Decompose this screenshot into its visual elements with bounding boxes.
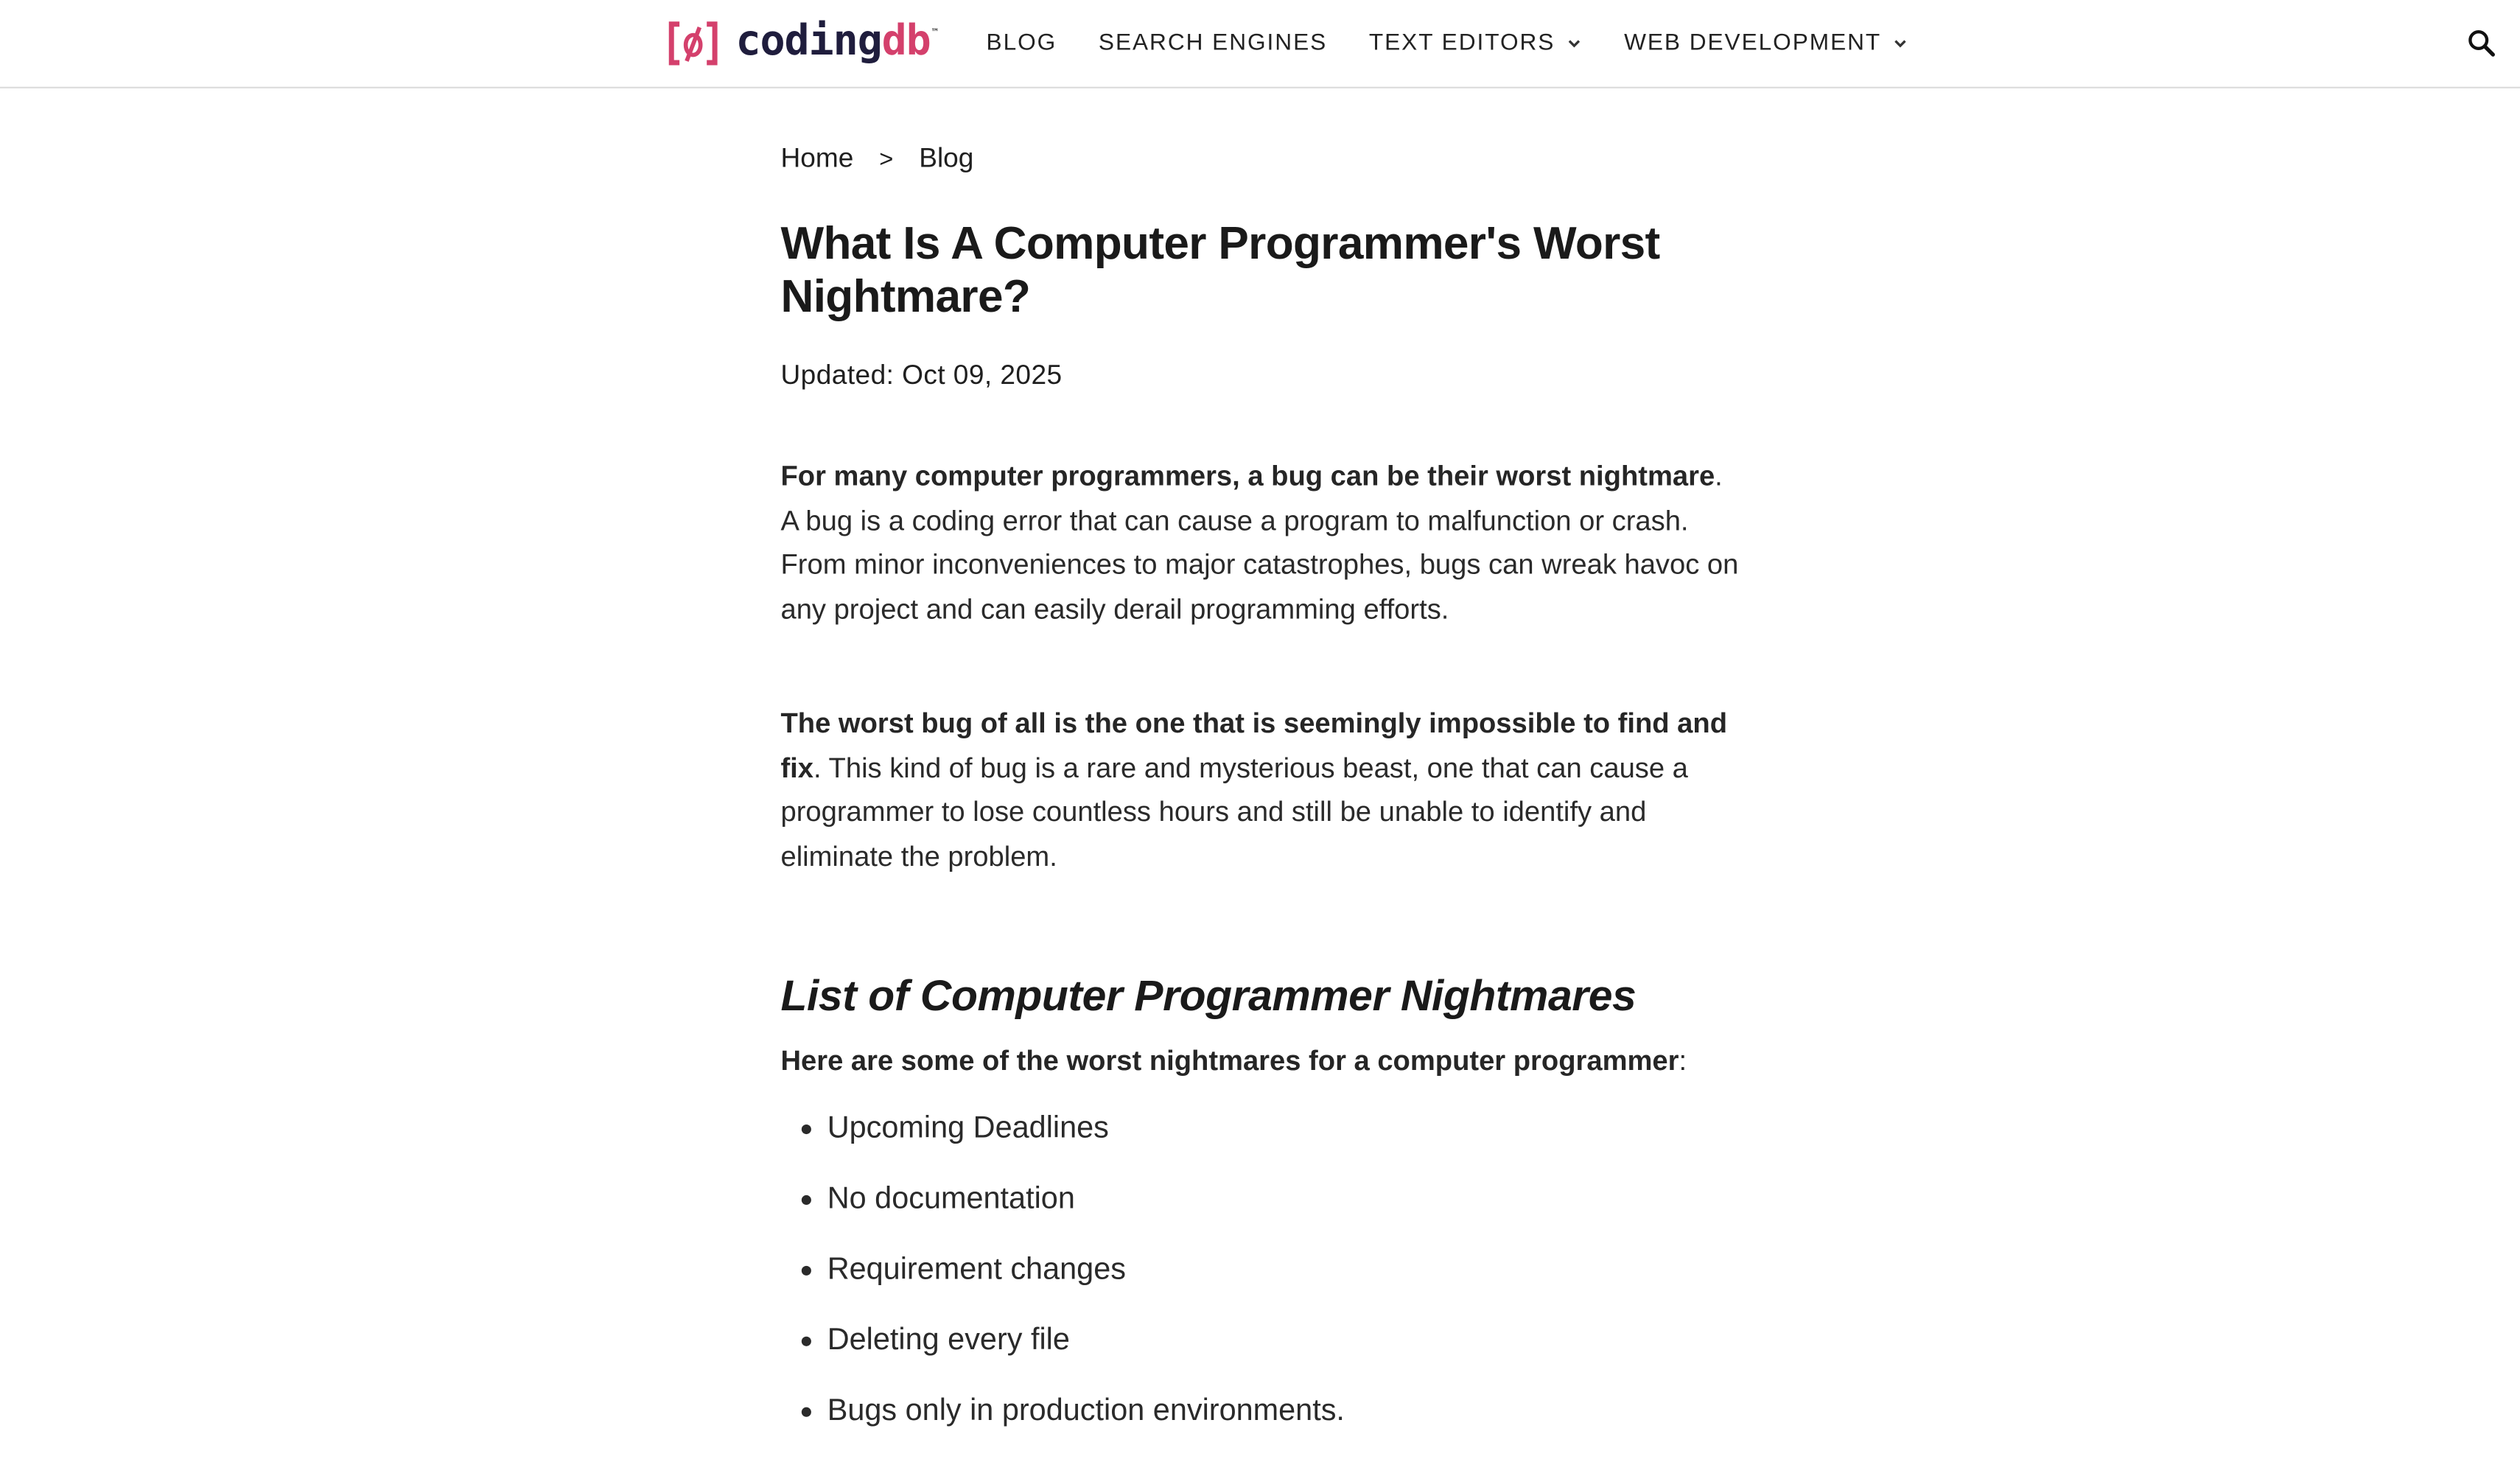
list-item: No documentation: [780, 1165, 1344, 1236]
search-icon[interactable]: [2465, 27, 2498, 60]
list-lead-colon: :: [1679, 1044, 1687, 1077]
breadcrumb-blog[interactable]: Blog: [919, 143, 974, 174]
chevron-down-icon: [1567, 35, 1583, 52]
updated-date: Updated: Oct 09, 2025: [780, 360, 1063, 391]
breadcrumb: [780, 141, 1744, 177]
nav-item-search-engines[interactable]: [1099, 30, 1327, 56]
breadcrumb-separator: >: [879, 145, 894, 173]
nightmares-list: [780, 1094, 1344, 1448]
second-text: . This kind of bug is a rare and mysterious beast, one that can cause a programmer to lose countless hours and still be unable to identify and eliminate the problem.: [780, 751, 1688, 872]
intro-bold-text: For many computer programmers, a bug can be their worst nightmare: [780, 459, 1715, 492]
second-paragraph: [780, 702, 1744, 879]
intro-paragraph: [780, 455, 1744, 632]
list-item: Upcoming Deadlines: [780, 1094, 1344, 1165]
page-title: What Is A Computer Programmer's Worst Nightmare?: [780, 218, 1660, 323]
list-item: Deleting every file: [780, 1306, 1344, 1377]
nav-item-text-editors[interactable]: [1369, 30, 1583, 56]
section-heading: List of Computer Programmer Nightmares: [780, 971, 1637, 1021]
logo-text-db: db: [881, 17, 931, 66]
list-item: Requirement changes: [780, 1235, 1344, 1306]
bracket-slash-logo-icon: [668, 21, 718, 66]
nav-label-blog: BLOG: [986, 30, 1057, 57]
chevron-down-icon: [1892, 35, 1908, 52]
nav-label-search-engines: SEARCH ENGINES: [1098, 30, 1328, 57]
second-bold-text: The worst bug of all is the one that is seemingly impossible to find and fix: [780, 707, 1728, 783]
list-lead: [780, 1044, 1687, 1078]
logo-text-coding: coding: [735, 17, 882, 66]
nav-label-text-editors: TEXT EDITORS: [1368, 30, 1555, 57]
list-lead-bold: Here are some of the worst nightmares for a computer programmer: [780, 1044, 1679, 1077]
intro-text: . A bug is a coding error that can cause a program to malfunction or crash. From minor inconveniences to major catastrophes, bugs can wreak havoc on any project and can easily derail programming efforts.: [780, 459, 1739, 624]
site-logo[interactable]: [668, 18, 937, 69]
breadcrumb-home[interactable]: Home: [780, 143, 854, 174]
nav-item-web-development[interactable]: [1624, 30, 1908, 56]
site-header: [0, 0, 2520, 88]
logo-wordmark: [735, 17, 937, 66]
logo-trademark: ™: [931, 27, 937, 39]
list-item: Bugs only in production environments.: [780, 1377, 1344, 1447]
nav-item-blog[interactable]: [987, 30, 1057, 56]
article-content: [780, 141, 1744, 1429]
main-nav: [987, 0, 1950, 87]
nav-label-web-development: WEB DEVELOPMENT: [1624, 30, 1882, 57]
